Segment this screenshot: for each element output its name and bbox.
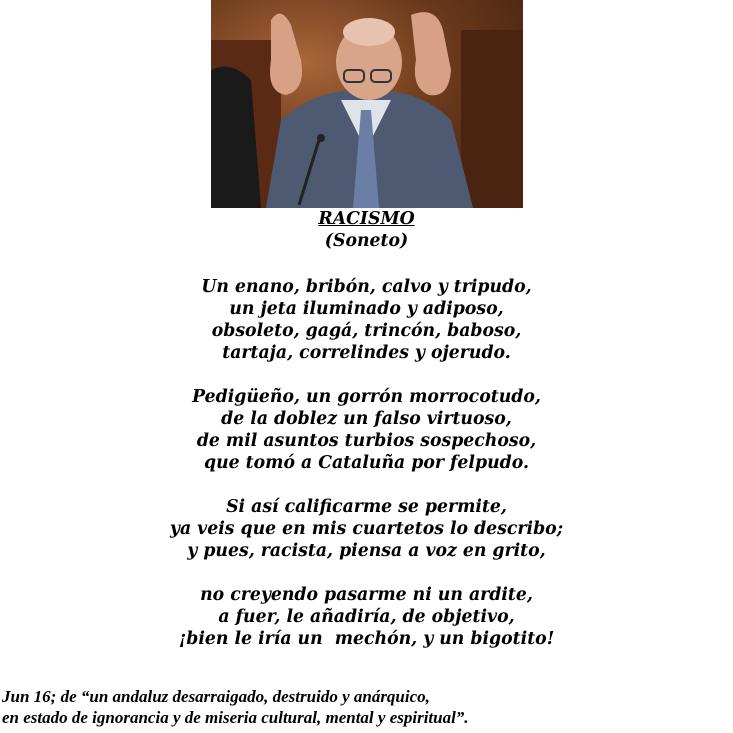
chair-right bbox=[461, 30, 523, 208]
stanza-4 bbox=[0, 584, 733, 650]
footnote-line-1: Jun 16; de “un andaluz desarraigado, destruido y anárquico, bbox=[2, 687, 430, 706]
verse-line: Si así calificarme se permite, bbox=[226, 497, 507, 517]
verse-line: que tomó a Cataluña por felpudo. bbox=[204, 453, 529, 473]
stanza-3 bbox=[0, 496, 733, 562]
stanza-1 bbox=[0, 276, 733, 364]
verse-line: un jeta iluminado y adiposo, bbox=[229, 299, 504, 319]
verse-line: de mil asuntos turbios sospechoso, bbox=[196, 431, 537, 451]
poem bbox=[0, 208, 733, 650]
stanza-2 bbox=[0, 386, 733, 474]
verse-line: ya veis que en mis cuartetos lo describo; bbox=[169, 519, 564, 539]
verse-line: no creyendo pasarme ni un ardite, bbox=[200, 585, 533, 605]
photo-illustration bbox=[211, 0, 523, 208]
footnote-line-2: en estado de ignorancia y de miseria cultural, mental y espiritual”. bbox=[2, 708, 469, 727]
footnote bbox=[2, 686, 733, 728]
verse-line: y pues, racista, piensa a voz en grito, bbox=[187, 541, 546, 561]
verse-line: de la doblez un falso virtuoso, bbox=[221, 409, 512, 429]
verse-line: Pedigüeño, un gorrón morrocotudo, bbox=[192, 387, 541, 407]
bald-top bbox=[343, 18, 395, 46]
verse-line: ¡bien le iría un mechón, y un bigotito! bbox=[178, 629, 555, 649]
poem-title: RACISMO bbox=[318, 209, 415, 229]
microphone-head bbox=[317, 134, 325, 142]
man-gesturing-photo bbox=[211, 0, 523, 208]
verse-line: tartaja, correlindes y ojerudo. bbox=[222, 343, 511, 363]
left-hand bbox=[270, 14, 302, 95]
poem-subtitle: (Soneto) bbox=[324, 231, 409, 251]
verse-line: obsoleto, gagá, trincón, baboso, bbox=[211, 321, 522, 341]
right-hand bbox=[411, 12, 451, 95]
verse-line: a fuer, le añadiría, de objetivo, bbox=[218, 607, 515, 627]
verse-line: Un enano, bribón, calvo y tripudo, bbox=[201, 277, 532, 297]
